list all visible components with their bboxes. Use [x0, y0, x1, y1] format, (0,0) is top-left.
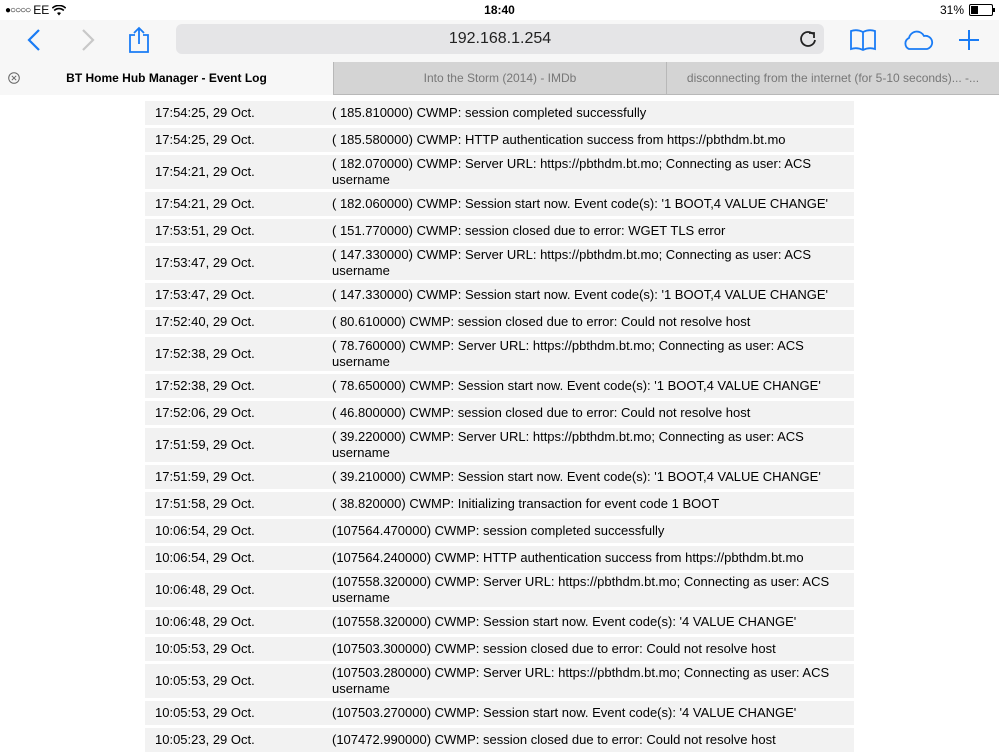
table-row [145, 155, 854, 189]
table-row [145, 310, 854, 334]
event-date: 17:54:21, 29 Oct. [155, 196, 255, 211]
event-message: (107558.320000) CWMP: Session start now. Event code(s): '4 VALUE CHANGE' [332, 614, 797, 629]
event-message: ( 39.220000) CWMP: Server URL: https://pbthdm.bt.mo; Connecting as user: ACS username [332, 429, 804, 460]
event-date: 10:06:54, 29 Oct. [155, 523, 255, 538]
table-row [145, 219, 854, 243]
event-message: (107564.470000) CWMP: session completed successfully [332, 523, 665, 538]
table-row [145, 192, 854, 216]
new-tab-button[interactable] [951, 22, 987, 58]
event-message: ( 182.060000) CWMP: Session start now. Event code(s): '1 BOOT,4 VALUE CHANGE' [332, 196, 829, 211]
event-date: 17:52:38, 29 Oct. [155, 346, 255, 361]
event-date: 10:06:54, 29 Oct. [155, 550, 255, 565]
event-message: (107564.240000) CWMP: HTTP authentication success from https://pbthdm.bt.mo [332, 550, 804, 565]
event-date: 17:53:47, 29 Oct. [155, 255, 255, 270]
event-date: 10:06:48, 29 Oct. [155, 614, 255, 629]
event-message: (107503.270000) CWMP: Session start now. Event code(s): '4 VALUE CHANGE' [332, 705, 797, 720]
event-date: 17:54:21, 29 Oct. [155, 164, 255, 179]
event-message: ( 147.330000) CWMP: Session start now. Event code(s): '1 BOOT,4 VALUE CHANGE' [332, 287, 829, 302]
event-message: ( 182.070000) CWMP: Server URL: https://pbthdm.bt.mo; Connecting as user: ACS username [332, 156, 812, 187]
table-row [145, 664, 854, 698]
event-date: 17:52:38, 29 Oct. [155, 378, 255, 393]
battery-percent: 31% [939, 3, 964, 17]
signal-strength-indicator: ●○○○○ [5, 4, 31, 16]
book-icon [849, 29, 877, 51]
tab-imdb[interactable] [333, 62, 666, 94]
event-message: ( 147.330000) CWMP: Server URL: https://pbthdm.bt.mo; Connecting as user: ACS username [332, 247, 812, 278]
table-row [145, 610, 854, 634]
event-log-table [145, 101, 854, 755]
event-date: 17:53:47, 29 Oct. [155, 287, 255, 302]
table-row [145, 573, 854, 607]
event-date: 10:05:53, 29 Oct. [155, 705, 255, 720]
share-icon [128, 26, 150, 54]
event-message: ( 151.770000) CWMP: session closed due to error: WGET TLS error [332, 223, 726, 238]
table-row [145, 519, 854, 543]
table-row [145, 492, 854, 516]
chevron-left-icon [27, 28, 41, 52]
event-message: ( 80.610000) CWMP: session closed due to error: Could not resolve host [332, 314, 751, 329]
event-date: 10:05:23, 29 Oct. [155, 732, 255, 747]
table-row [145, 401, 854, 425]
table-row [145, 128, 854, 152]
table-row [145, 465, 854, 489]
status-bar [0, 0, 999, 20]
back-button[interactable] [16, 22, 52, 58]
event-date: 17:53:51, 29 Oct. [155, 223, 255, 238]
share-button[interactable] [121, 22, 157, 58]
table-row [145, 101, 854, 125]
tab-forum[interactable] [666, 62, 999, 94]
cloud-icon [901, 29, 935, 51]
event-date: 10:06:48, 29 Oct. [155, 582, 255, 597]
browser-toolbar [0, 20, 999, 62]
event-date: 17:52:40, 29 Oct. [155, 314, 255, 329]
event-message: (107503.280000) CWMP: Server URL: https://pbthdm.bt.mo; Connecting as user: ACS username [332, 665, 830, 696]
event-message: ( 185.810000) CWMP: session completed successfully [332, 105, 647, 120]
table-row [145, 283, 854, 307]
event-date: 17:51:58, 29 Oct. [155, 496, 255, 511]
event-date: 17:51:59, 29 Oct. [155, 437, 255, 452]
tab-label: Into the Storm (2014) - IMDb [423, 71, 577, 85]
tab-label: BT Home Hub Manager - Event Log [66, 71, 267, 85]
carrier-name: EE [33, 3, 50, 17]
tab-event-log[interactable] [0, 62, 333, 95]
table-row [145, 428, 854, 462]
event-date: 17:51:59, 29 Oct. [155, 469, 255, 484]
event-message: ( 38.820000) CWMP: Initializing transaction for event code 1 BOOT [332, 496, 720, 511]
table-row [145, 374, 854, 398]
event-message: ( 78.760000) CWMP: Server URL: https://pbthdm.bt.mo; Connecting as user: ACS username [332, 338, 804, 369]
event-date: 17:54:25, 29 Oct. [155, 132, 255, 147]
chevron-right-icon [81, 28, 95, 52]
event-date: 17:54:25, 29 Oct. [155, 105, 255, 120]
table-row [145, 246, 854, 280]
plus-icon [957, 28, 981, 52]
table-row [145, 637, 854, 661]
clock: 18:40 [484, 3, 515, 17]
address-bar[interactable] [176, 24, 824, 54]
event-message: (107472.990000) CWMP: session closed due to error: Could not resolve host [332, 732, 776, 747]
event-message: ( 46.800000) CWMP: session closed due to error: Could not resolve host [332, 405, 751, 420]
event-message: (107558.320000) CWMP: Server URL: https://pbthdm.bt.mo; Connecting as user: ACS username [332, 574, 830, 605]
bookmarks-button[interactable] [845, 22, 881, 58]
battery-icon [969, 4, 993, 16]
table-row [145, 728, 854, 752]
event-message: ( 39.210000) CWMP: Session start now. Event code(s): '1 BOOT,4 VALUE CHANGE' [332, 469, 821, 484]
event-message: ( 78.650000) CWMP: Session start now. Event code(s): '1 BOOT,4 VALUE CHANGE' [332, 378, 821, 393]
event-date: 17:52:06, 29 Oct. [155, 405, 255, 420]
close-tab-icon[interactable] [8, 72, 20, 84]
table-row [145, 337, 854, 371]
table-row [145, 546, 854, 570]
reload-icon[interactable] [798, 29, 818, 49]
forward-button[interactable] [70, 22, 106, 58]
url-text: 192.168.1.254 [448, 30, 552, 47]
event-message: ( 185.580000) CWMP: HTTP authentication success from https://pbthdm.bt.mo [332, 132, 786, 147]
tab-label: disconnecting from the internet (for 5-10 seconds)... -... [686, 71, 980, 85]
event-message: (107503.300000) CWMP: session closed due to error: Could not resolve host [332, 641, 776, 656]
event-date: 10:05:53, 29 Oct. [155, 673, 255, 688]
cloud-tabs-button[interactable] [900, 22, 936, 58]
event-date: 10:05:53, 29 Oct. [155, 641, 255, 656]
table-row [145, 701, 854, 725]
tab-bar [0, 62, 999, 95]
